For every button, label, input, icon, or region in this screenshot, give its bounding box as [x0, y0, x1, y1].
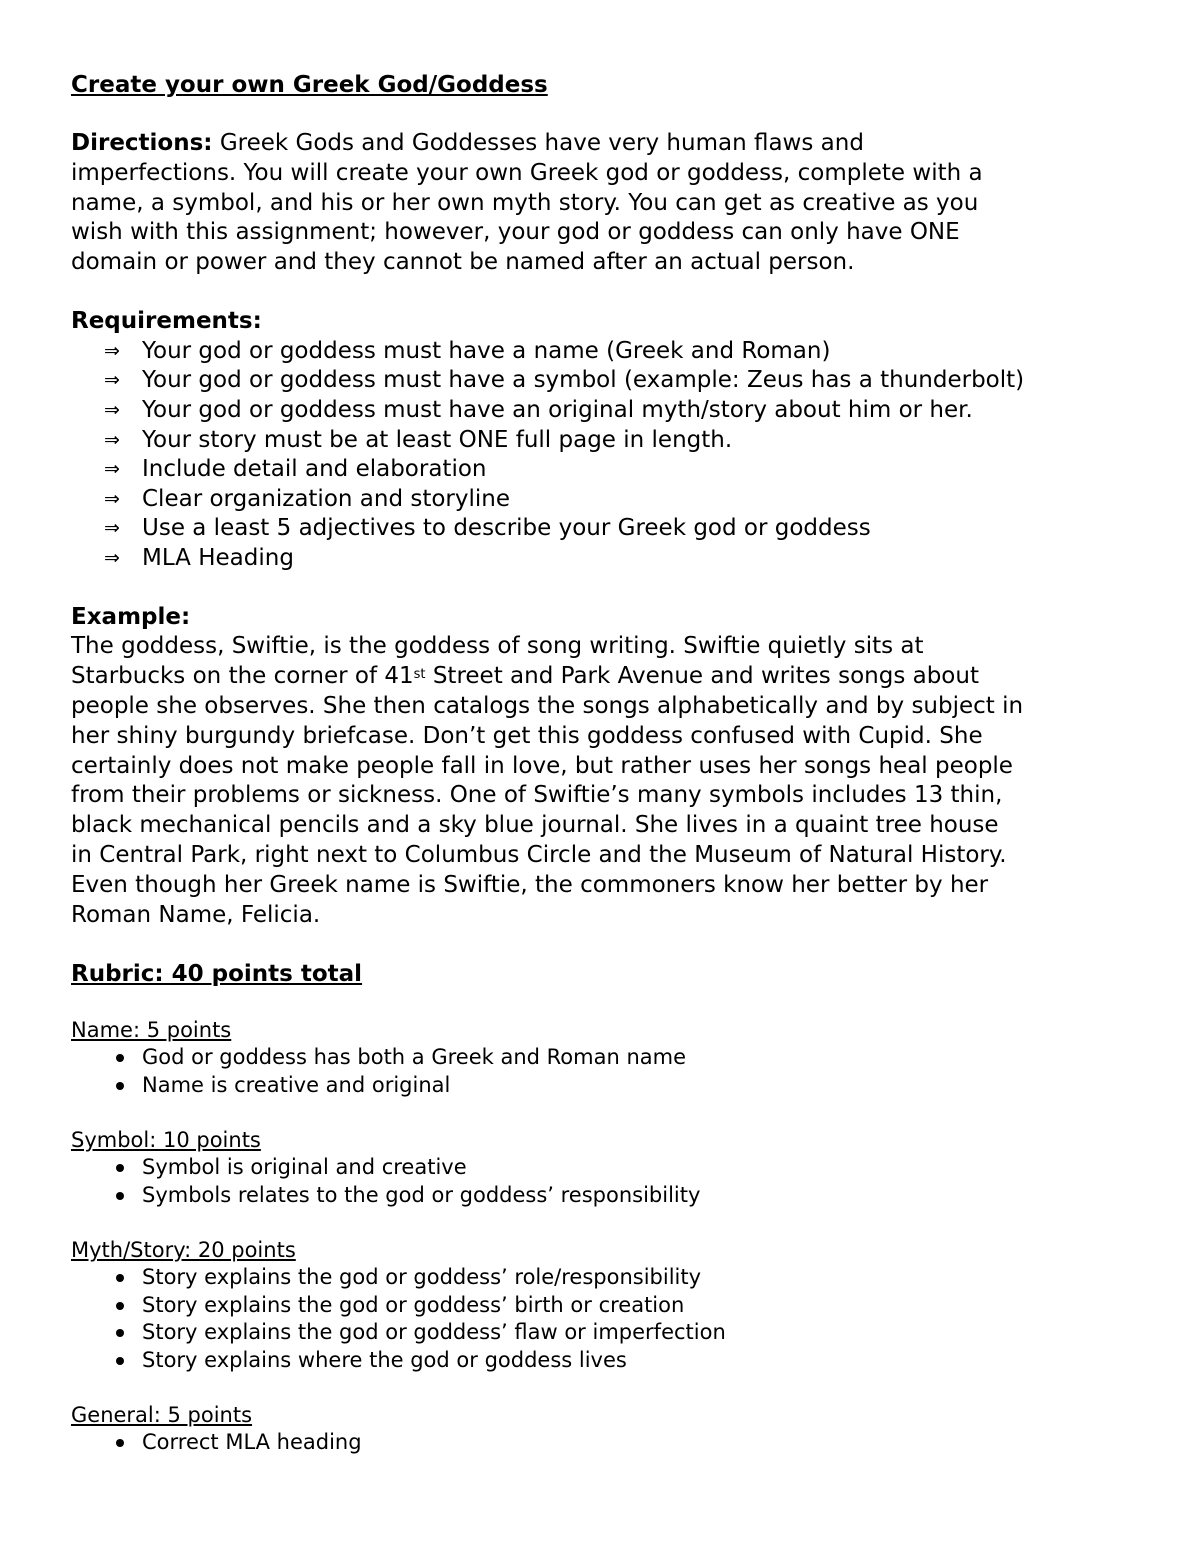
example-line: certainly does not make people fall in love, but rather uses her songs heal people: [71, 752, 1013, 779]
arrow-icon: ⇒: [104, 428, 120, 451]
list-item: Symbols relates to the god or goddess’ responsibility: [71, 1182, 1151, 1210]
rubric-section-title: Symbol: 10 points: [71, 1128, 261, 1153]
rubric-section-title: General: 5 points: [71, 1403, 253, 1428]
list-item: Story explains the god or goddess’ role/responsibility: [71, 1264, 1151, 1292]
arrow-icon: ⇒: [104, 369, 120, 392]
list-item: ⇒ Clear organization and storyline: [71, 485, 1151, 515]
bullet-icon: [116, 1054, 124, 1062]
bullet-icon: [116, 1329, 124, 1337]
arrow-icon: ⇒: [104, 487, 120, 510]
directions-line: [71, 129, 1151, 159]
list-item: ⇒ Your story must be at least ONE full page in length.: [71, 426, 1151, 456]
arrow-icon: ⇒: [104, 398, 120, 421]
list-item: Story explains the god or goddess’ flaw or imperfection: [71, 1319, 1151, 1347]
arrow-icon: ⇒: [104, 517, 120, 540]
list-item: ⇒ Use a least 5 adjectives to describe your Greek god or goddess: [71, 514, 1151, 544]
example-line: from their problems or sickness. One of Swiftie’s many symbols includes 13 thin,: [71, 782, 1003, 809]
rubric-section-list: [71, 1154, 1151, 1209]
document-page: [71, 70, 1151, 1457]
arrow-icon: ⇒: [104, 339, 120, 362]
arrow-icon: ⇒: [104, 546, 120, 569]
rubric-section-title: Myth/Story: 20 points: [71, 1238, 296, 1263]
list-item: Symbol is original and creative: [71, 1154, 1151, 1182]
list-item: ⇒ Your god or goddess must have a name (Greek and Roman): [71, 337, 1151, 367]
list-item: ⇒ MLA Heading: [71, 544, 1151, 574]
requirements-list: [71, 337, 1151, 574]
example-line: in Central Park, right next to Columbus Circle and the Museum of Natural History.: [71, 841, 1007, 868]
example-line: black mechanical pencils and a sky blue journal. She lives in a quaint tree house: [71, 812, 999, 839]
list-item: Name is creative and original: [71, 1072, 1151, 1100]
bullet-icon: [116, 1439, 124, 1447]
requirements-heading: Requirements:: [71, 307, 262, 334]
example-line: people she observes. She then catalogs the songs alphabetically and by subject in: [71, 692, 1024, 719]
arrow-icon: ⇒: [104, 458, 120, 481]
directions-paragraph: [71, 129, 1151, 278]
bullet-icon: [116, 1302, 124, 1310]
list-item: Story explains the god or goddess’ birth or creation: [71, 1292, 1151, 1320]
directions-line: wish with this assignment; however, your god or goddess can only have ONE: [71, 219, 960, 246]
bullet-icon: [116, 1192, 124, 1200]
bullet-icon: [116, 1082, 124, 1090]
rubric-title: Rubric: 40 points total: [71, 961, 363, 988]
list-item: Correct MLA heading: [71, 1429, 1151, 1457]
rubric-section-list: [71, 1264, 1151, 1374]
example-line: Starbucks on the corner of 41st Street and Park Avenue and writes songs about: [71, 663, 979, 690]
list-item: Story explains where the god or goddess lives: [71, 1347, 1151, 1375]
rubric-section-list: [71, 1429, 1151, 1457]
document-title: Create your own Greek God/Goddess: [71, 72, 548, 98]
list-item: ⇒ Include detail and elaboration: [71, 455, 1151, 485]
example-line: Even though her Greek name is Swiftie, the commoners know her better by her: [71, 871, 989, 898]
list-item: God or goddess has both a Greek and Roman name: [71, 1044, 1151, 1072]
bullet-icon: [116, 1164, 124, 1172]
list-item: ⇒ Your god or goddess must have a symbol (example: Zeus has a thunderbolt): [71, 366, 1151, 396]
directions-label: Directions:: [71, 130, 213, 156]
example-line: her shiny burgundy briefcase. Don’t get this goddess confused with Cupid. She: [71, 722, 983, 749]
directions-text: Greek Gods and Goddesses have very human flaws and: [219, 130, 864, 156]
directions-line: imperfections. You will create your own Greek god or goddess, complete with a: [71, 159, 983, 186]
list-item: ⇒ Your god or goddess must have an original myth/story about him or her.: [71, 396, 1151, 426]
directions-line: name, a symbol, and his or her own myth story. You can get as creative as you: [71, 189, 979, 216]
example-heading: Example:: [71, 603, 191, 630]
rubric-section-list: [71, 1044, 1151, 1099]
example-line: Roman Name, Felicia.: [71, 901, 321, 928]
directions-line: domain or power and they cannot be named after an actual person.: [71, 249, 855, 276]
bullet-icon: [116, 1274, 124, 1282]
bullet-icon: [116, 1357, 124, 1365]
example-paragraph: [71, 632, 1151, 930]
example-line: The goddess, Swiftie, is the goddess of song writing. Swiftie quietly sits at: [71, 633, 924, 660]
rubric-section-title: Name: 5 points: [71, 1018, 232, 1043]
